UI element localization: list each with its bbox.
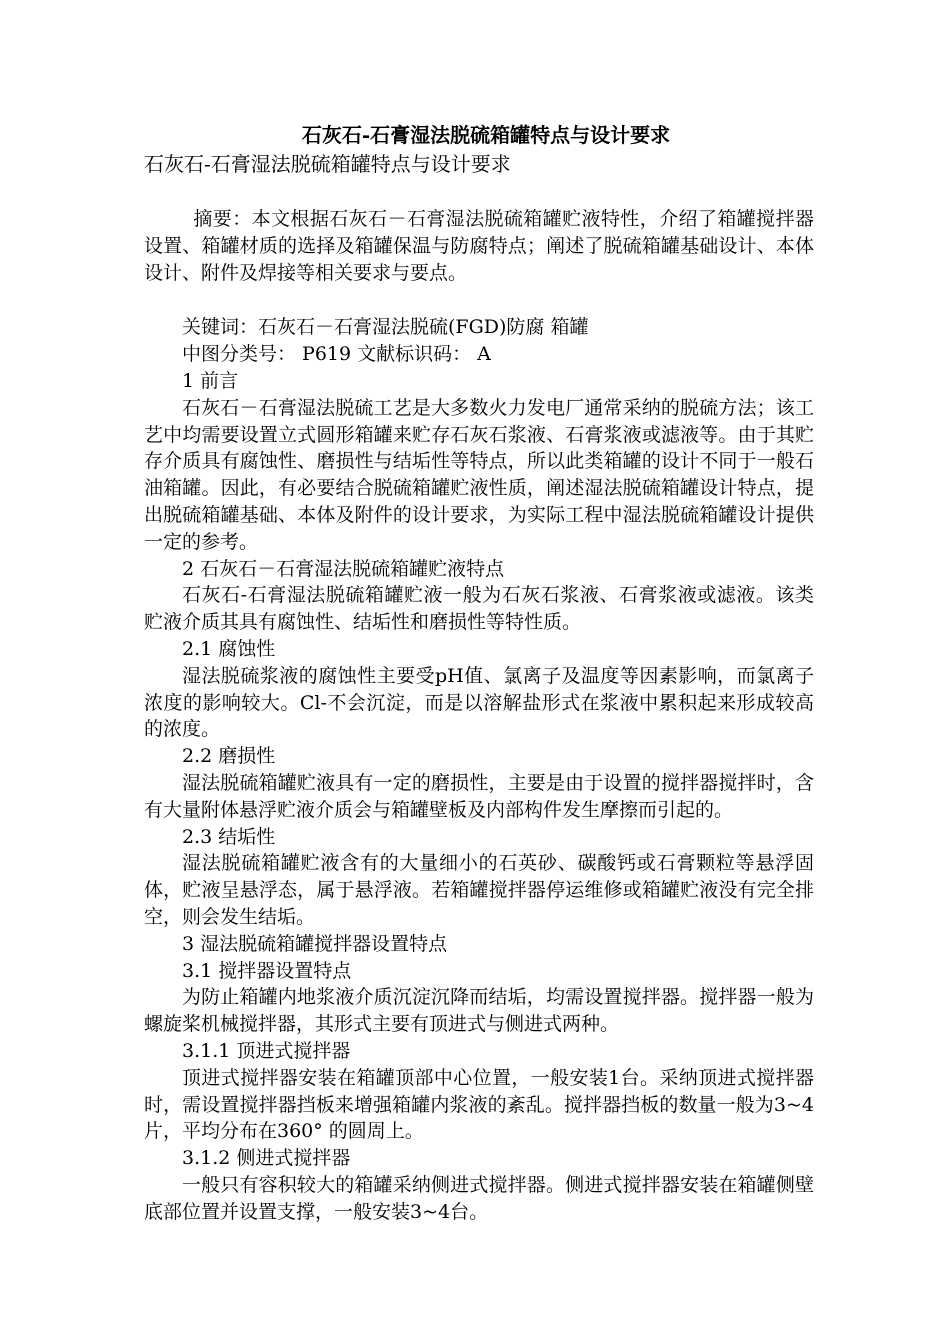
body-paragraph: 石灰石-石膏湿法脱硫箱罐贮液一般为石灰石浆液、石膏浆液或滤液。该类贮液介质其具有腐蚀性、结垢性和磨损性等特性质。 [144,584,814,634]
section-heading: 2.3 结垢性 [182,825,276,848]
body-paragraph: 顶进式搅拌器安装在箱罐顶部中心位置，一般安装1台。采纳顶进式搅拌器时，需设置搅拌器挡板来增强箱罐内浆液的紊乱。搅拌器挡板的数量一般为3~4片，平均分布在360° 的圆周上。 [144,1066,814,1143]
spacer [144,178,814,206]
section-heading: 2.1 腐蚀性 [182,637,276,660]
section-heading: 3.1.1 顶进式搅拌器 [182,1039,351,1062]
classification-line: 中图分类号： P619 文献标识码： A [182,343,491,366]
body-paragraph: 湿法脱硫箱罐贮液含有的大量细小的石英砂、碳酸钙或石膏颗粒等悬浮固体，贮液呈悬浮态，属于悬浮液。若箱罐搅拌器停运维修或箱罐贮液没有完全排空，则会发生结垢。 [144,852,814,928]
section-heading: 3.1 搅拌器设置特点 [182,959,352,982]
body-paragraph: 石灰石－石膏湿法脱硫工艺是大多数火力发电厂通常采纳的脱硫方法；该工艺中均需要设置立式圆形箱罐来贮存石灰石浆液、石膏浆液或滤液等。由于其贮存介质具有腐蚀性、磨损性与结垢性等特点，所以此类箱罐的设计不同于一般石油箱罐。因此，有必要结合脱硫箱罐贮液性质，阐述湿法脱硫箱罐设计特点，提出脱硫箱罐基础、本体及附件的设计要求，为实际工程中湿法脱硫箱罐设计提供一定的参考。 [144,396,814,553]
document-page [144,120,814,1225]
section-heading: 2 石灰石－石膏湿法脱硫箱罐贮液特点 [182,557,505,580]
keywords-line: 关键词：石灰石－石膏湿法脱硫(FGD)防腐 箱罐 [182,316,589,339]
section-heading: 3.1.2 侧进式搅拌器 [182,1147,351,1170]
body-paragraph: 湿法脱硫浆液的腐蚀性主要受pH值、氯离子及温度等因素影响，而氯离子浓度的影响较大。Cl-不会沉淀，而是以溶解盐形式在浆液中累积起来形成较高的浓度。 [144,664,814,741]
spacer [144,286,814,314]
document-title: 石灰石-石膏湿法脱硫箱罐特点与设计要求 [301,123,671,147]
section-heading: 2.2 磨损性 [182,745,276,768]
body-paragraph: 为防止箱罐内地浆液介质沉淀沉降而结垢，均需设置搅拌器。搅拌器一般为螺旋桨机械搅拌器，其形式主要有顶进式与侧进式两种。 [144,986,814,1036]
abstract-paragraph: 摘要：本文根据石灰石－石膏湿法脱硫箱罐贮液特性，介绍了箱罐搅拌器设置、箱罐材质的选择及箱罐保温与防腐特点；阐述了脱硫箱罐基础设计、本体设计、附件及焊接等相关要求与要点。 [144,208,814,284]
section-heading: 3 湿法脱硫箱罐搅拌器设置特点 [182,932,448,955]
section-heading: 1 前言 [182,369,239,392]
body-paragraph: 湿法脱硫箱罐贮液具有一定的磨损性，主要是由于设置的搅拌器搅拌时，含有大量附体悬浮贮液介质会与箱罐壁板及内部构件发生摩擦而引起的。 [144,771,814,821]
body-paragraph: 一般只有容积较大的箱罐采纳侧进式搅拌器。侧进式搅拌器安装在箱罐侧壁底部位置并设置支撑，一般安装3~4台。 [144,1173,814,1223]
document-subtitle: 石灰石-石膏湿法脱硫箱罐特点与设计要求 [144,152,511,176]
